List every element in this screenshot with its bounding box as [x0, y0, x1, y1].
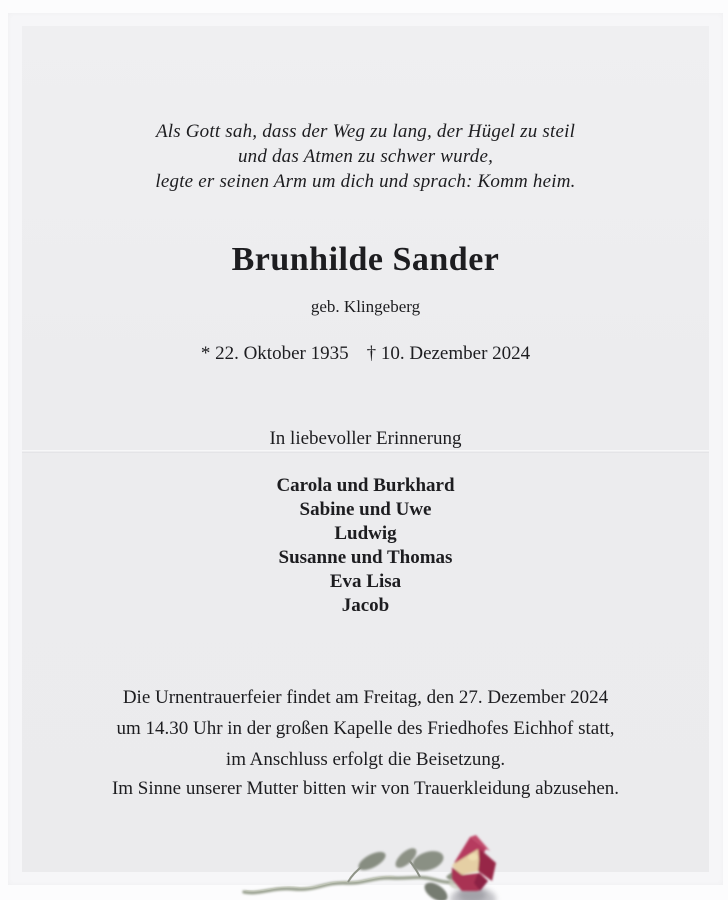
mourner-name: Eva Lisa: [329, 571, 402, 592]
deceased-name: Brunhilde Sander: [231, 241, 500, 278]
rose-leaf: [392, 845, 419, 871]
death-date: † 10. Dezember 2024: [366, 343, 531, 364]
birth-date: * 22. Oktober 1935: [200, 343, 349, 364]
rose-calyx: [446, 870, 464, 881]
service-details: [22, 682, 709, 775]
rose-leaf: [410, 847, 446, 874]
rose-leaf: [421, 879, 450, 900]
mourner-name: Susanne und Thomas: [278, 547, 453, 568]
verse-line: und das Atmen zu schwer wurde,: [237, 146, 494, 167]
mourner-name: Jacob: [341, 595, 390, 616]
mourners-list: [22, 474, 709, 618]
service-line: um 14.30 Uhr in der großen Kapelle des Friedhofes Eichhof statt,: [116, 718, 615, 739]
rose-leaf: [356, 848, 389, 874]
rose-icon: [224, 825, 514, 900]
mourner-name: Sabine und Uwe: [299, 499, 432, 520]
verse-line: Als Gott sah, dass der Weg zu lang, der Hügel zu steil: [155, 121, 576, 142]
clothing-note: Im Sinne unserer Mutter bitten wir von Trauerkleidung abzusehen.: [111, 778, 620, 799]
memorial-card-inner: [22, 26, 709, 872]
rose-stem: [244, 877, 462, 892]
rose-head: [452, 835, 496, 891]
rose-shadow: [450, 887, 496, 900]
mourner-name: Carola und Burkhard: [276, 475, 455, 496]
memorial-card: [8, 13, 723, 885]
service-line: im Anschluss erfolgt die Beisetzung.: [225, 749, 506, 770]
verse-line: legte er seinen Arm um dich und sprach: Komm heim.: [155, 171, 576, 192]
rose-twig: [348, 865, 364, 882]
opening-verse: [22, 119, 709, 194]
maiden-name: geb. Klingeberg: [310, 297, 421, 316]
fold-crease: [22, 450, 709, 453]
life-dates: [22, 343, 709, 365]
mourner-name: Ludwig: [334, 523, 397, 544]
remembrance-line: In liebevoller Erinnerung: [269, 428, 462, 449]
service-line: Die Urnentrauerfeier findet am Freitag, den 27. Dezember 2024: [122, 687, 609, 708]
